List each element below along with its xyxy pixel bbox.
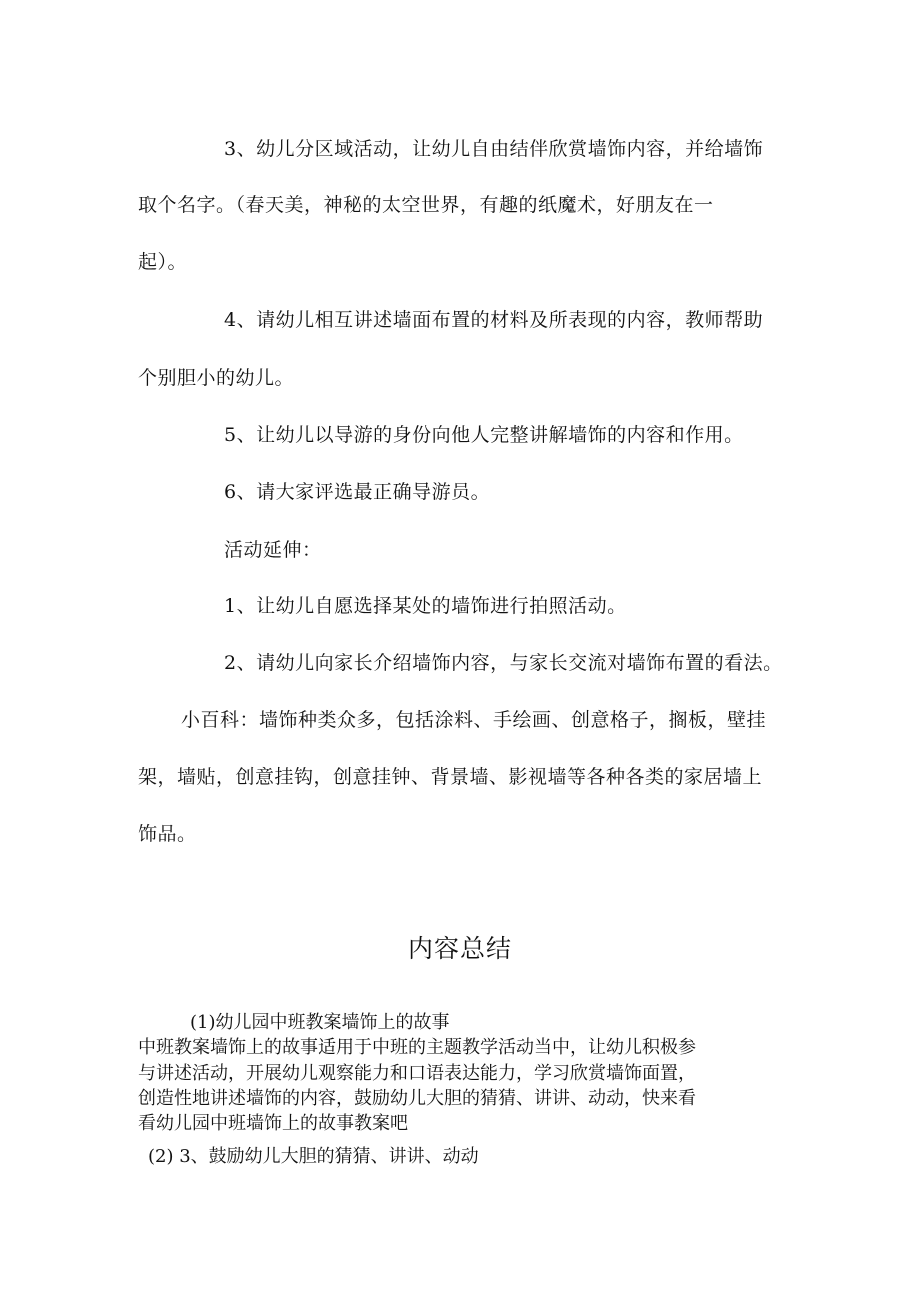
step-3-line-1: 3、幼儿分区域活动，让幼儿自由结伴欣赏墙饰内容，并给墙饰 — [224, 138, 764, 160]
summary-item-1-line-2: 与讲述活动，开展幼儿观察能力和口语表达能力，学习欣赏墙饰面置， — [138, 1063, 696, 1084]
extension-item-2: 2、请幼儿向家长介绍墙饰内容，与家长交流对墙饰布置的看法。 — [224, 652, 783, 674]
step-4-line-1: 4、请幼儿相互讲述墙面布置的材料及所表现的内容，教师帮助 — [224, 309, 764, 331]
summary-item-1-heading: (1)幼儿园中班教案墙饰上的故事 — [190, 1012, 450, 1033]
encyclopedia-line-3: 饰品。 — [138, 823, 197, 845]
summary-title: 内容总结 — [407, 934, 512, 963]
encyclopedia-line-1: 小百科：墙饰种类众多，包括涂料、手绘画、创意格子，搁板，壁挂 — [181, 709, 767, 731]
step-4-line-2: 个别胆小的幼儿。 — [138, 367, 295, 389]
step-3-line-3: 起）。 — [138, 251, 188, 273]
step-6-line: 6、请大家评选最正确导游员。 — [224, 481, 491, 503]
encyclopedia-line-2: 架，墙贴，创意挂钩，创意挂钟、背景墙、影视墙等各种各类的家居墙上 — [138, 766, 763, 788]
summary-item-2: (2) 3、鼓励幼儿大胆的猜猜、讲讲、动动 — [148, 1146, 479, 1167]
extension-heading: 活动延伸： — [224, 539, 322, 561]
summary-item-1-line-4: 看幼儿园中班墙饰上的故事教案吧 — [138, 1113, 408, 1134]
step-3-line-2: 取个名字。（春天美，神秘的太空世界，有趣的纸魔术，好朋友在一 — [138, 194, 714, 216]
step-5-line: 5、让幼儿以导游的身份向他人完整讲解墙饰的内容和作用。 — [224, 424, 744, 446]
extension-item-1: 1、让幼儿自愿选择某处的墙饰进行拍照活动。 — [224, 595, 627, 617]
summary-item-1-line-3: 创造性地讲述墙饰的内容，鼓励幼儿大胆的猜猜、讲讲、动动，快来看 — [138, 1088, 696, 1109]
summary-item-1-line-1: 中班教案墙饰上的故事适用于中班的主题教学活动当中，让幼儿积极参 — [138, 1037, 696, 1058]
